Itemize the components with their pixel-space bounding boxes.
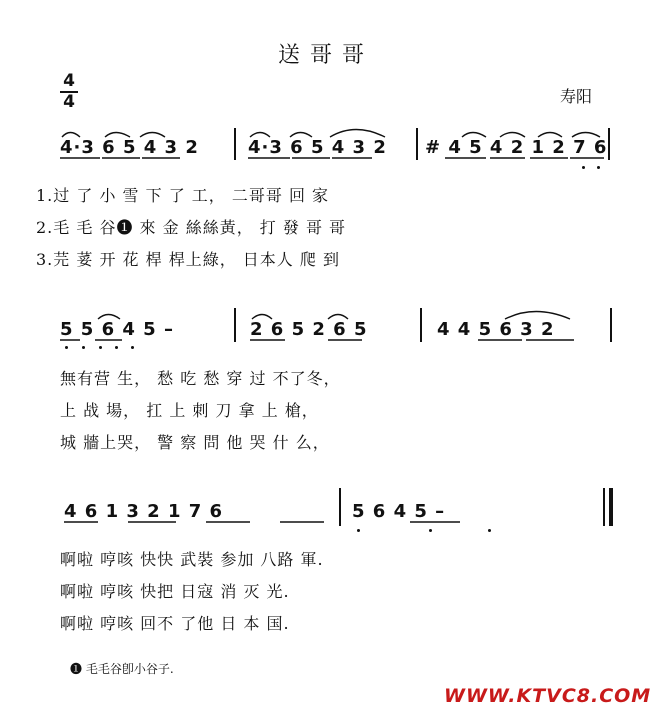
notation-row1-measure2: 4·3 6 5 4 3 2 xyxy=(248,137,387,158)
notation-row2-measure3: 4 4 5 6 3 2 xyxy=(437,319,555,340)
slur xyxy=(62,133,80,138)
slur xyxy=(140,133,165,138)
song-title: 送哥哥 xyxy=(277,43,374,68)
lyric-row2-verse3: 城 牆上哭， 警 察 問 他 哭 什 么， xyxy=(60,433,330,452)
notation-row2-measure1: 5 5 6 4 5 – xyxy=(60,319,174,340)
notation-row2-measure2: 2 6 5 2 6 5 xyxy=(250,319,368,340)
lyric-row2-verse2: 上 战 場， 扛 上 刺 刀 拿 上 槍， xyxy=(60,401,319,420)
lyric-row3-verse2: 啊啦 哼咳 快把 日寇 消 灭 光. xyxy=(60,582,290,601)
lyric-row1-verse3: 3.芫 荽 开 花 桿 桿上綠， 日本人 爬 到 xyxy=(36,250,340,269)
slur xyxy=(105,133,130,138)
slur xyxy=(328,315,348,320)
lyric-row2-verse1: 無有营 生， 愁 吃 愁 穿 过 不了冬， xyxy=(60,369,341,388)
notation-row3-measure1: 4 6 1 3 2 1 7 6 xyxy=(64,501,224,522)
slur xyxy=(505,312,570,320)
slur xyxy=(252,315,272,320)
lyric-row1-verse2: 2.毛 毛 谷❶ 來 金 絲絲黃， 打 發 哥 哥 xyxy=(36,218,347,237)
watermark: WWW.KTVC8.COM xyxy=(444,685,652,707)
slur xyxy=(330,130,385,138)
slur xyxy=(250,133,270,138)
notation-row1-measure3: # 4 5 4 2 1 2 7 6 xyxy=(425,137,608,158)
slur xyxy=(572,133,600,138)
time-signature-bottom: 4 xyxy=(63,92,75,112)
slur xyxy=(462,133,486,138)
footnote: ❶ 毛毛谷卽小谷子. xyxy=(70,662,174,676)
time-signature-top: 4 xyxy=(63,71,75,91)
notation-row3-measure2: 5 6 4 5 – xyxy=(352,501,446,522)
lyric-row1-verse1: 1.过 了 小 雪 下 了 工， 二哥哥 回 家 xyxy=(36,186,330,205)
slur xyxy=(98,315,120,320)
lyric-row3-verse3: 啊啦 哼咳 回不 了他 日 本 国. xyxy=(60,614,290,633)
lyric-row3-verse1: 啊啦 哼咳 快快 武裝 参加 八路 軍. xyxy=(60,550,324,569)
notation-row1-measure1: 4·3 6 5 4 3 2 xyxy=(60,137,199,158)
slur xyxy=(500,133,525,138)
region-label: 寿阳 xyxy=(560,87,593,106)
slur xyxy=(538,133,562,138)
slur xyxy=(290,133,312,138)
